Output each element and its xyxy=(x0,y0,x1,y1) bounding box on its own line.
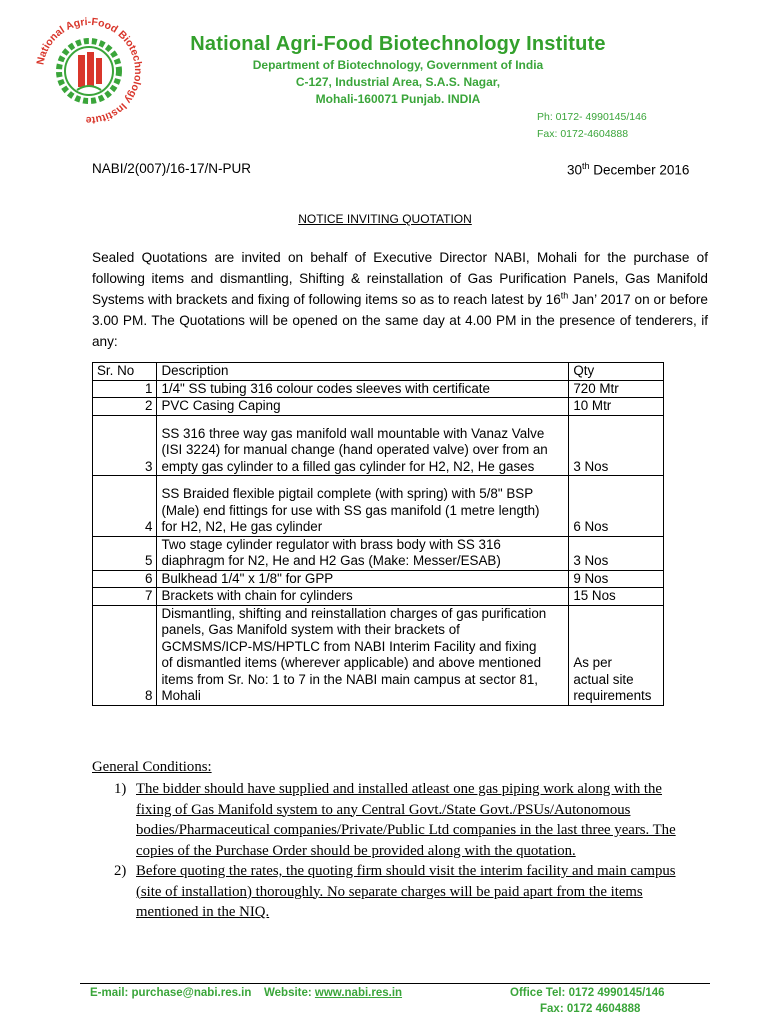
cell-qty: 3 Nos xyxy=(569,415,664,476)
cell-description xyxy=(157,415,569,476)
department-line: Department of Biotechnology, Government of India xyxy=(252,58,544,72)
header-sr-no: Sr. No xyxy=(93,363,157,381)
general-conditions-title: General Conditions: xyxy=(92,759,212,775)
notice-intro-paragraph: Sealed Quotations are invited on behalf of Executive Director NABI, Mohali for the purchase of following items and dismantling, Shifting & reinstallation of Gas Purification Panels, Gas Manifold Systems with brackets and fixing of following items so as to reach latest by 16th Jan’ 2017 on or before 3.00 PM. The Quotations will be opened on the same day at 4.00 PM in the presence of tenderers, if any: xyxy=(92,250,708,349)
address-line-2: Mohali-160071 Punjab. INDIA xyxy=(315,92,481,106)
cell-sr-no: 3 xyxy=(93,415,157,476)
items-table xyxy=(92,362,664,706)
description-line: SS Braided flexible pigtail complete (with spring) with 5/8" BSP xyxy=(161,486,534,501)
description-line: (Male) end fittings for use with SS gas manifold (1 metre length) xyxy=(161,502,540,518)
table-row xyxy=(93,570,664,588)
cell-description: Brackets with chain for cylinders xyxy=(157,588,569,606)
cell-description: Bulkhead 1/4" x 1/8" for GPP xyxy=(157,570,569,588)
table-row xyxy=(93,588,664,606)
cell-sr-no: 7 xyxy=(93,588,157,606)
gear-emblem xyxy=(59,41,119,101)
cell-description xyxy=(157,476,569,537)
table-row xyxy=(93,476,664,537)
cell-qty xyxy=(569,605,664,705)
cell-sr-no: 1 xyxy=(93,380,157,398)
description-line: for H2, N2, He gas cylinder xyxy=(161,519,323,534)
table-header-row xyxy=(93,363,664,381)
address-line-1: C-127, Industrial Area, S.A.S. Nagar, xyxy=(295,75,501,89)
description-line: Two stage cylinder regulator with brass body with SS 316 xyxy=(161,536,501,552)
footer-office-tel: Office Tel: 0172 4990145/146 xyxy=(510,987,665,999)
cell-description xyxy=(157,536,569,570)
footer-fax: Fax: 0172 4604888 xyxy=(540,1003,641,1015)
description-line: of dismantled items (wherever applicable) and above mentioned xyxy=(161,655,542,670)
cell-qty: 720 Mtr xyxy=(569,380,664,398)
description-line: SS 316 three way gas manifold wall mountable with Vanaz Valve xyxy=(161,425,545,441)
description-line: empty gas cylinder to a filled gas cylinder for H2, N2, He gases xyxy=(161,458,535,474)
cell-sr-no: 2 xyxy=(93,398,157,416)
description-line: diaphragm for N2, He and H2 Gas (Make: Messer/ESAB) xyxy=(161,553,501,568)
footer-divider xyxy=(80,983,710,984)
description-line: Mohali xyxy=(161,688,201,703)
description-line: items from Sr. No: 1 to 7 in the NABI main campus at sector 81, xyxy=(161,671,539,687)
cell-qty: 9 Nos xyxy=(569,570,664,588)
description-line: (ISI 3224) for manual change (hand operated valve) over from an xyxy=(161,442,548,457)
header-phone: Ph: 0172- 4990145/146 xyxy=(537,111,647,123)
cell-description xyxy=(157,605,569,705)
cell-description: 1/4" SS tubing 316 colour codes sleeves with certificate xyxy=(157,380,569,398)
cell-qty: 3 Nos xyxy=(569,536,664,570)
cell-sr-no: 6 xyxy=(93,570,157,588)
table-row xyxy=(93,415,664,476)
cell-sr-no: 5 xyxy=(93,536,157,570)
header-qty: Qty xyxy=(569,363,664,381)
footer-email: E-mail: purchase@nabi.res.in xyxy=(90,987,252,999)
qty-line: requirements xyxy=(573,688,652,703)
cell-qty: 6 Nos xyxy=(569,476,664,537)
qty-line: As per xyxy=(573,655,613,670)
table-row xyxy=(93,536,664,570)
notice-date: 30th December 2016 xyxy=(567,161,690,178)
description-line: GCMSMS/ICP-MS/HPTLC from NABI Interim Facility and fixing xyxy=(161,638,537,654)
cell-qty: 10 Mtr xyxy=(569,398,664,416)
table-row xyxy=(93,605,664,705)
cell-sr-no: 4 xyxy=(93,476,157,537)
reference-number: NABI/2(007)/16-17/N-PUR xyxy=(92,161,252,176)
cell-sr-no: 8 xyxy=(93,605,157,705)
institute-logo xyxy=(30,12,148,130)
cell-qty: 15 Nos xyxy=(569,588,664,606)
description-line: Dismantling, shifting and reinstallation charges of gas purification xyxy=(161,605,547,621)
cell-description: PVC Casing Caping xyxy=(157,398,569,416)
table-row xyxy=(93,398,664,416)
qty-line: actual site xyxy=(573,671,634,687)
logo-ring-text: National Agri-Food Biotechnology Institute xyxy=(34,15,145,127)
header-fax: Fax: 0172-4604888 xyxy=(537,128,629,140)
website-link[interactable]: www.nabi.res.in xyxy=(314,987,403,999)
table-row xyxy=(93,380,664,398)
notice-title: NOTICE INVITING QUOTATION xyxy=(298,212,472,226)
institute-name: National Agri-Food Biotechnology Institute xyxy=(190,33,606,55)
header-description: Description xyxy=(157,363,569,381)
footer-website: Website: www.nabi.res.in xyxy=(264,987,403,999)
description-line: panels, Gas Manifold system with their brackets of xyxy=(161,622,460,637)
